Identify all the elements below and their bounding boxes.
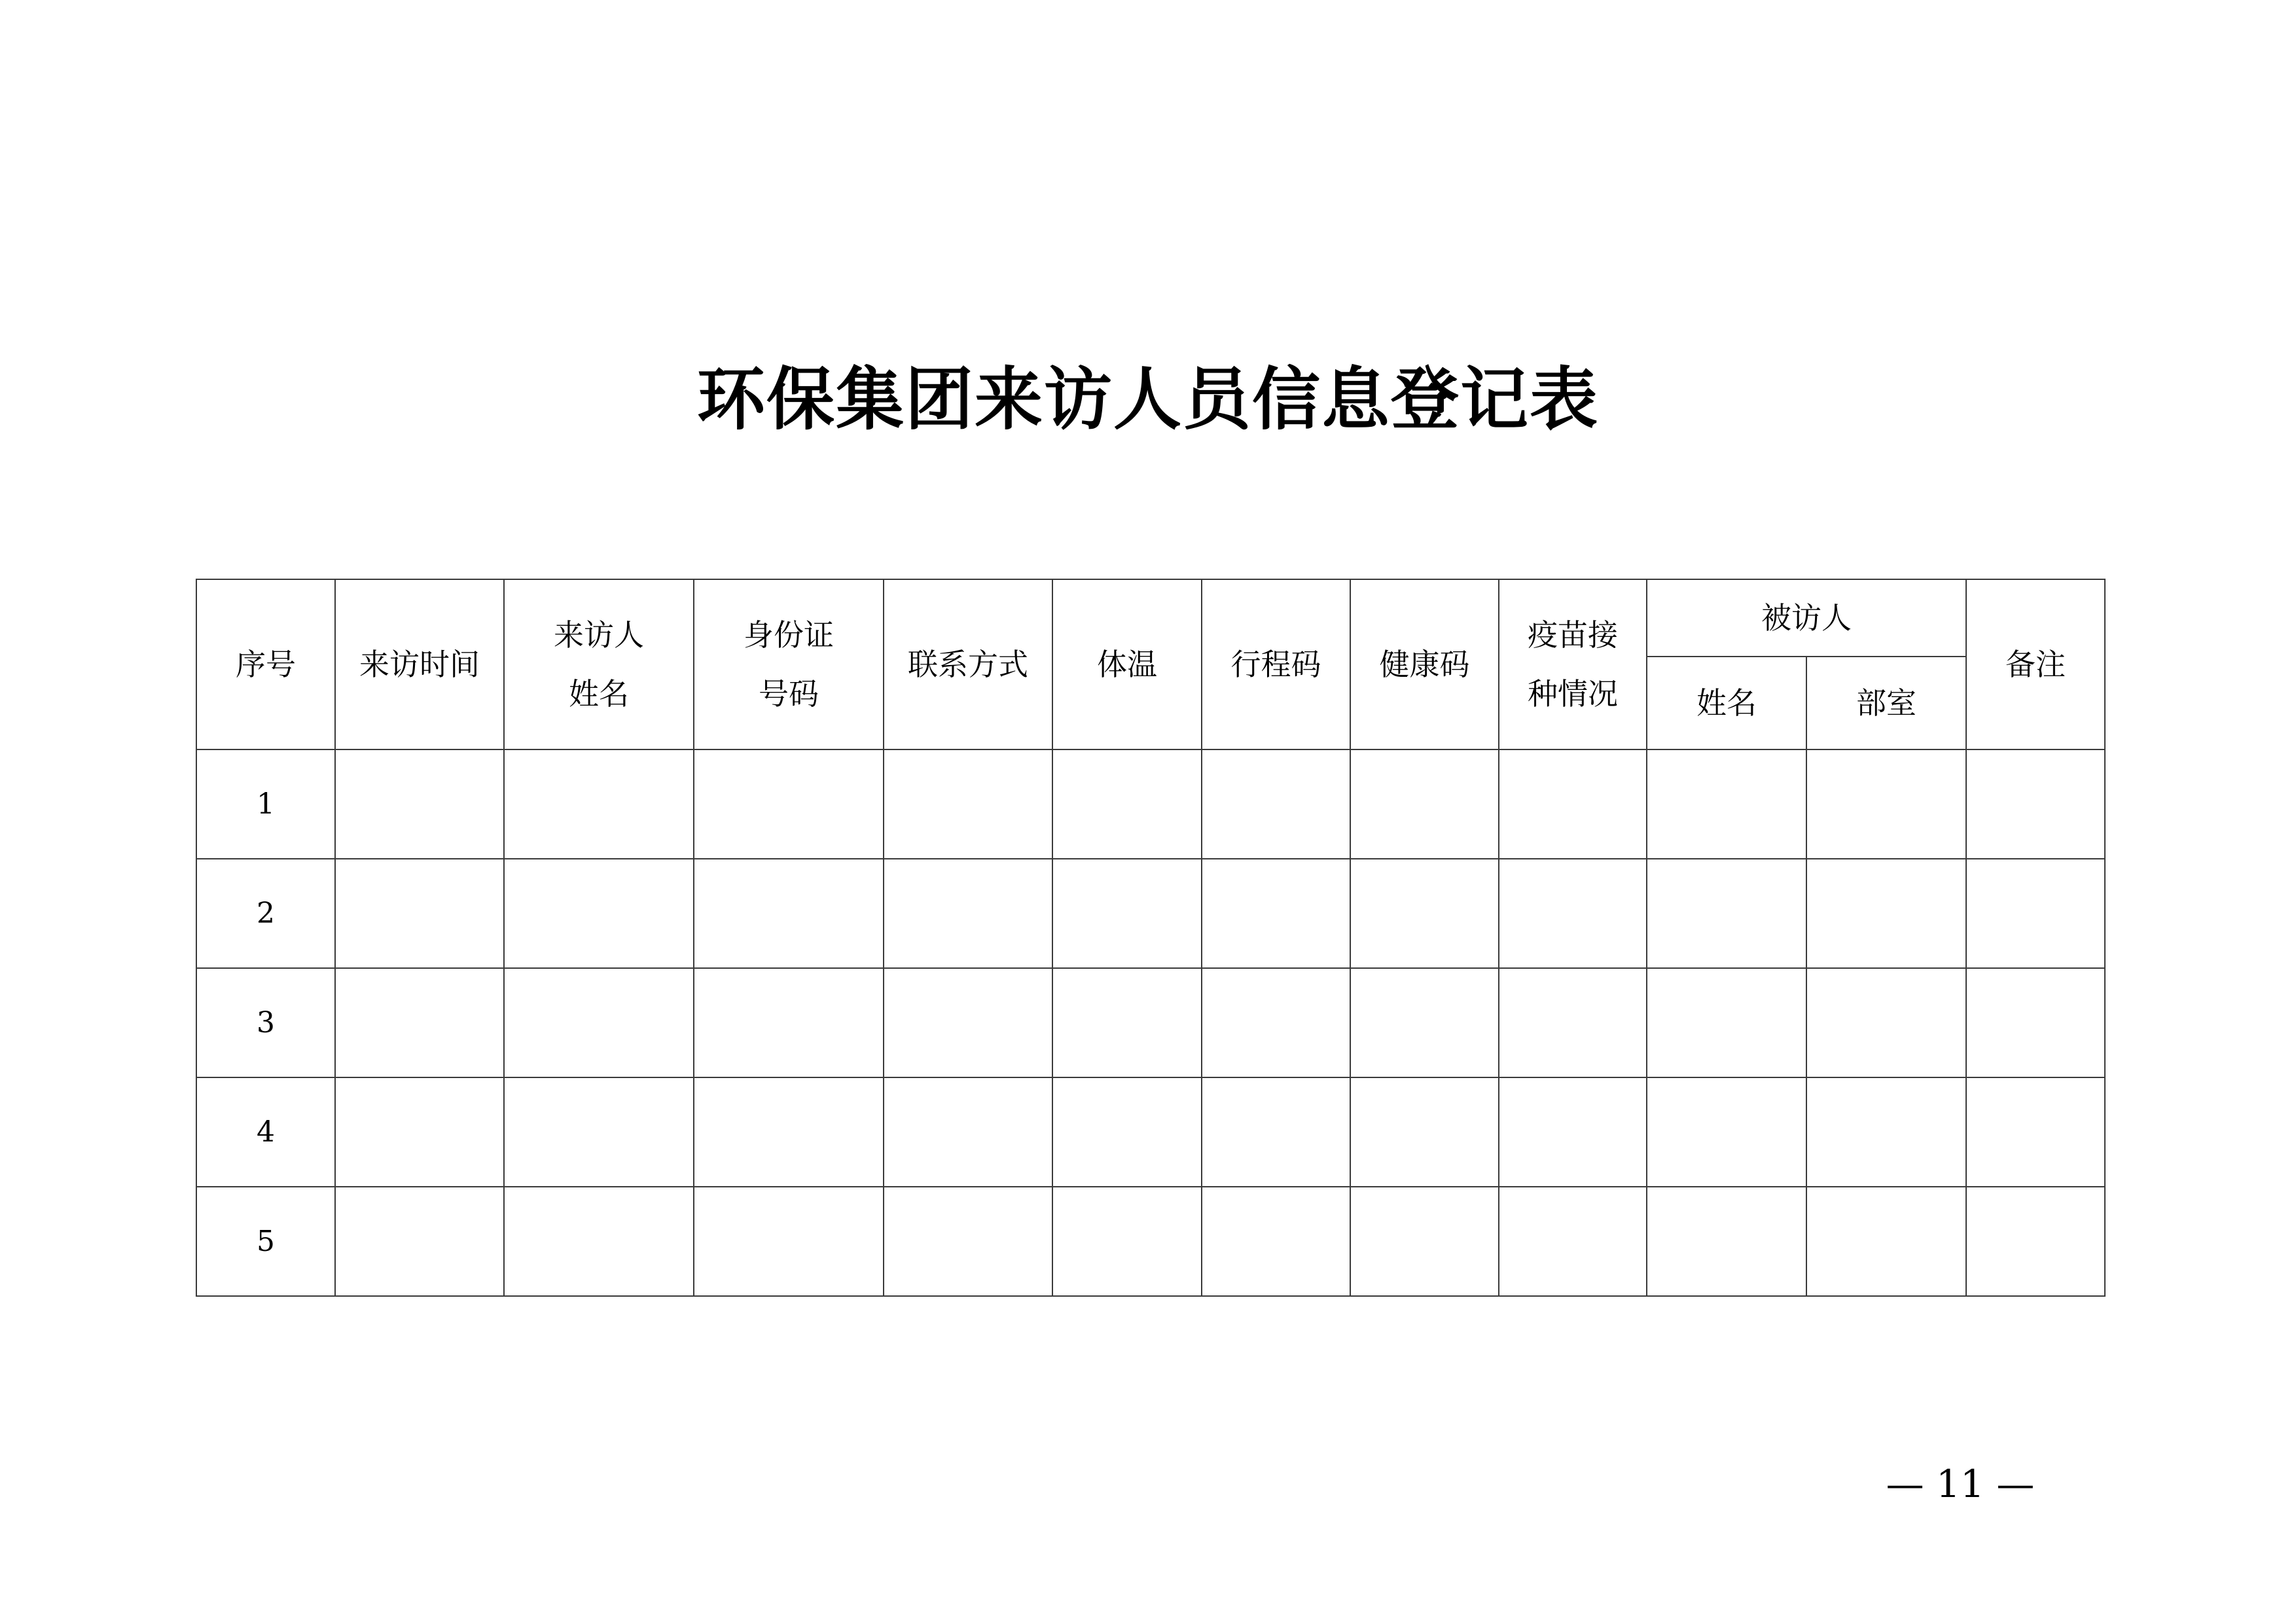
cell-itinerary-code[interactable]: [1202, 1077, 1350, 1187]
cell-visitor-name[interactable]: [504, 859, 694, 968]
table-row: [196, 749, 2105, 859]
header-seq: 序号: [196, 579, 335, 749]
cell-vaccination[interactable]: [1499, 1077, 1647, 1187]
cell-health-code[interactable]: [1350, 968, 1499, 1077]
header-id-number-line1: 身份证: [744, 617, 834, 653]
cell-itinerary-code[interactable]: [1202, 1187, 1350, 1296]
cell-visitee-name[interactable]: [1647, 968, 1806, 1077]
cell-itinerary-code[interactable]: [1202, 749, 1350, 859]
header-temperature: 体温: [1052, 579, 1202, 749]
document-title: 环保集团来访人员信息登记表: [696, 359, 1599, 439]
cell-temperature[interactable]: [1052, 1187, 1202, 1296]
cell-visitee-name[interactable]: [1647, 1187, 1806, 1296]
cell-visit-time[interactable]: [335, 859, 504, 968]
cell-remarks[interactable]: [1966, 1187, 2105, 1296]
header-vaccination-line2: 种情况: [1528, 676, 1618, 712]
header-id-number-line2: 号码: [759, 676, 819, 712]
cell-visit-time[interactable]: [335, 968, 504, 1077]
header-visitor-name-line1: 来访人: [554, 617, 644, 653]
cell-temperature[interactable]: [1052, 1077, 1202, 1187]
cell-id-number[interactable]: [694, 859, 884, 968]
visitor-register-table: [196, 579, 2106, 1297]
header-itinerary-code: 行程码: [1202, 579, 1350, 749]
row-seq: 5: [196, 1187, 335, 1296]
cell-visitor-name[interactable]: [504, 1077, 694, 1187]
cell-remarks[interactable]: [1966, 859, 2105, 968]
page-number: — 11 —: [1886, 1462, 2035, 1506]
cell-visit-time[interactable]: [335, 1187, 504, 1296]
cell-visitee-dept[interactable]: [1806, 859, 1966, 968]
cell-visitor-name[interactable]: [504, 968, 694, 1077]
header-remarks: 备注: [1966, 579, 2105, 749]
cell-contact[interactable]: [884, 1187, 1052, 1296]
cell-health-code[interactable]: [1350, 1187, 1499, 1296]
cell-vaccination[interactable]: [1499, 859, 1647, 968]
row-seq: 3: [196, 968, 335, 1077]
cell-contact[interactable]: [884, 749, 1052, 859]
row-seq: 1: [196, 749, 335, 859]
header-visitor-name-line2: 姓名: [569, 676, 629, 712]
cell-remarks[interactable]: [1966, 968, 2105, 1077]
cell-itinerary-code[interactable]: [1202, 859, 1350, 968]
cell-visitee-dept[interactable]: [1806, 1187, 1966, 1296]
cell-visitee-name[interactable]: [1647, 859, 1806, 968]
row-seq: 4: [196, 1077, 335, 1187]
cell-id-number[interactable]: [694, 968, 884, 1077]
cell-health-code[interactable]: [1350, 1077, 1499, 1187]
cell-health-code[interactable]: [1350, 749, 1499, 859]
cell-temperature[interactable]: [1052, 859, 1202, 968]
table-row: [196, 1187, 2105, 1296]
cell-remarks[interactable]: [1966, 749, 2105, 859]
row-seq: 2: [196, 859, 335, 968]
cell-visitee-name[interactable]: [1647, 1077, 1806, 1187]
cell-visitor-name[interactable]: [504, 1187, 694, 1296]
table-row: [196, 1077, 2105, 1187]
cell-visit-time[interactable]: [335, 749, 504, 859]
cell-contact[interactable]: [884, 968, 1052, 1077]
cell-visitee-dept[interactable]: [1806, 1077, 1966, 1187]
table-header-row: [196, 579, 2105, 657]
table-row: [196, 859, 2105, 968]
cell-visitee-name[interactable]: [1647, 749, 1806, 859]
header-visit-time: 来访时间: [335, 579, 504, 749]
header-vaccination: [1499, 579, 1647, 749]
cell-itinerary-code[interactable]: [1202, 968, 1350, 1077]
cell-contact[interactable]: [884, 859, 1052, 968]
header-visitee-dept: 部室: [1806, 657, 1966, 749]
cell-id-number[interactable]: [694, 1077, 884, 1187]
cell-vaccination[interactable]: [1499, 968, 1647, 1077]
cell-contact[interactable]: [884, 1077, 1052, 1187]
cell-temperature[interactable]: [1052, 968, 1202, 1077]
header-visitor-name: [504, 579, 694, 749]
cell-vaccination[interactable]: [1499, 749, 1647, 859]
table-row: [196, 968, 2105, 1077]
header-vaccination-line1: 疫苗接: [1528, 617, 1618, 653]
cell-remarks[interactable]: [1966, 1077, 2105, 1187]
header-contact: 联系方式: [884, 579, 1052, 749]
header-visitee-name: 姓名: [1647, 657, 1806, 749]
cell-vaccination[interactable]: [1499, 1187, 1647, 1296]
cell-health-code[interactable]: [1350, 859, 1499, 968]
header-visitee: 被访人: [1647, 579, 1966, 657]
cell-id-number[interactable]: [694, 1187, 884, 1296]
header-id-number: [694, 579, 884, 749]
cell-visitee-dept[interactable]: [1806, 968, 1966, 1077]
cell-visit-time[interactable]: [335, 1077, 504, 1187]
cell-temperature[interactable]: [1052, 749, 1202, 859]
cell-visitor-name[interactable]: [504, 749, 694, 859]
header-health-code: 健康码: [1350, 579, 1499, 749]
cell-id-number[interactable]: [694, 749, 884, 859]
cell-visitee-dept[interactable]: [1806, 749, 1966, 859]
